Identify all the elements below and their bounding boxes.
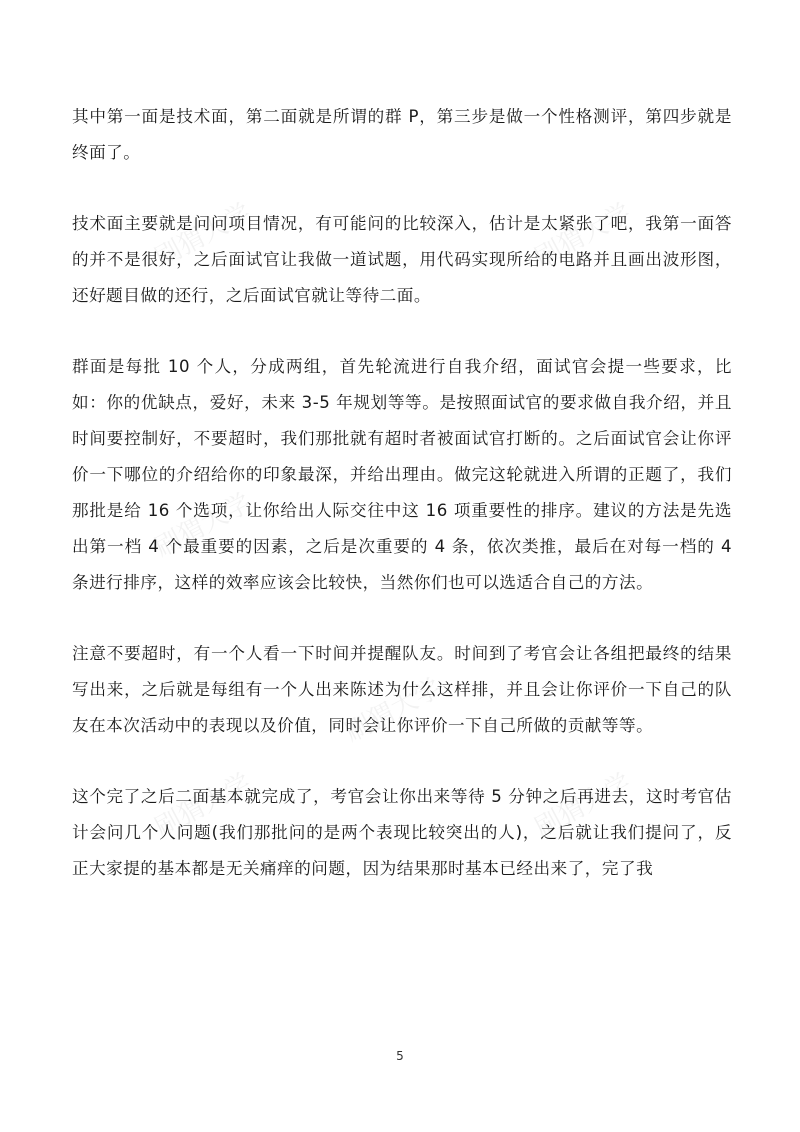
paragraph: 这个完了之后二面基本就完成了，考官会让你出来等待 5 分钟之后再进去，这时考官估计会问几个人问题(我们那批问的是两个表现比较突出的人)，之后就让我们提问了，反正大家提的基本都是无关痛痒的问题，因为结果那时基本已经出来了，完了我 — [72, 787, 732, 878]
document-body — [72, 99, 732, 922]
paragraph: 群面是每批 10 个人，分成两组，首先轮流进行自我介绍，面试官会提一些要求，比如：你的优缺点，爱好，未来 3-5 年规划等等。是按照面试官的要求做自我介绍，并且时间要控制好，不要超时，我们那批就有超时者被面试官打断的。之后面试官会让你评价一下哪位的介绍给你的印象最深，并给出理由。做完这轮就进入所谓的正题了，我们那批是给 16 个选项，让你给出人际交往中这 16 项重要性的排序。建议的方法是先选出第一档 4 个最重要的因素，之后是次重要的 4 条，依次类推，最后在对每一档的 4 条进行排序，这样的效率应该会比较快，当然你们也可以选适合自己的方法。 — [72, 357, 732, 592]
watermark: 刷猬大学 — [340, 673, 447, 749]
watermark: 刷猬大学 — [150, 488, 257, 564]
watermark: 刷猬大学 — [150, 198, 257, 274]
paragraph: 技术面主要就是问问项目情况，有可能问的比较深入，估计是太紧张了吧，我第一面答的并不是很好，之后面试官让我做一道试题，用代码实现所给的电路并且画出波形图，还好题目做的还行，之后面试官就让等待二面。 — [72, 214, 732, 305]
watermark: 刷猬大学 — [530, 768, 637, 844]
watermark: 刷猬大学 — [150, 768, 257, 844]
paragraph: 注意不要超时，有一个人看一下时间并提醒队友。时间到了考官会让各组把最终的结果写出来，之后就是每组有一个人出来陈述为什么这样排，并且会让你评价一下自己的队友在本次活动中的表现以及价值，同时会让你评价一下自己所做的贡献等等。 — [72, 644, 732, 735]
page-number: 5 — [396, 1049, 404, 1063]
paragraph: 其中第一面是技术面，第二面就是所谓的群 P，第三步是做一个性格测评，第四步就是终面了。 — [72, 107, 732, 162]
watermark: 刷猬大学 — [530, 198, 637, 274]
